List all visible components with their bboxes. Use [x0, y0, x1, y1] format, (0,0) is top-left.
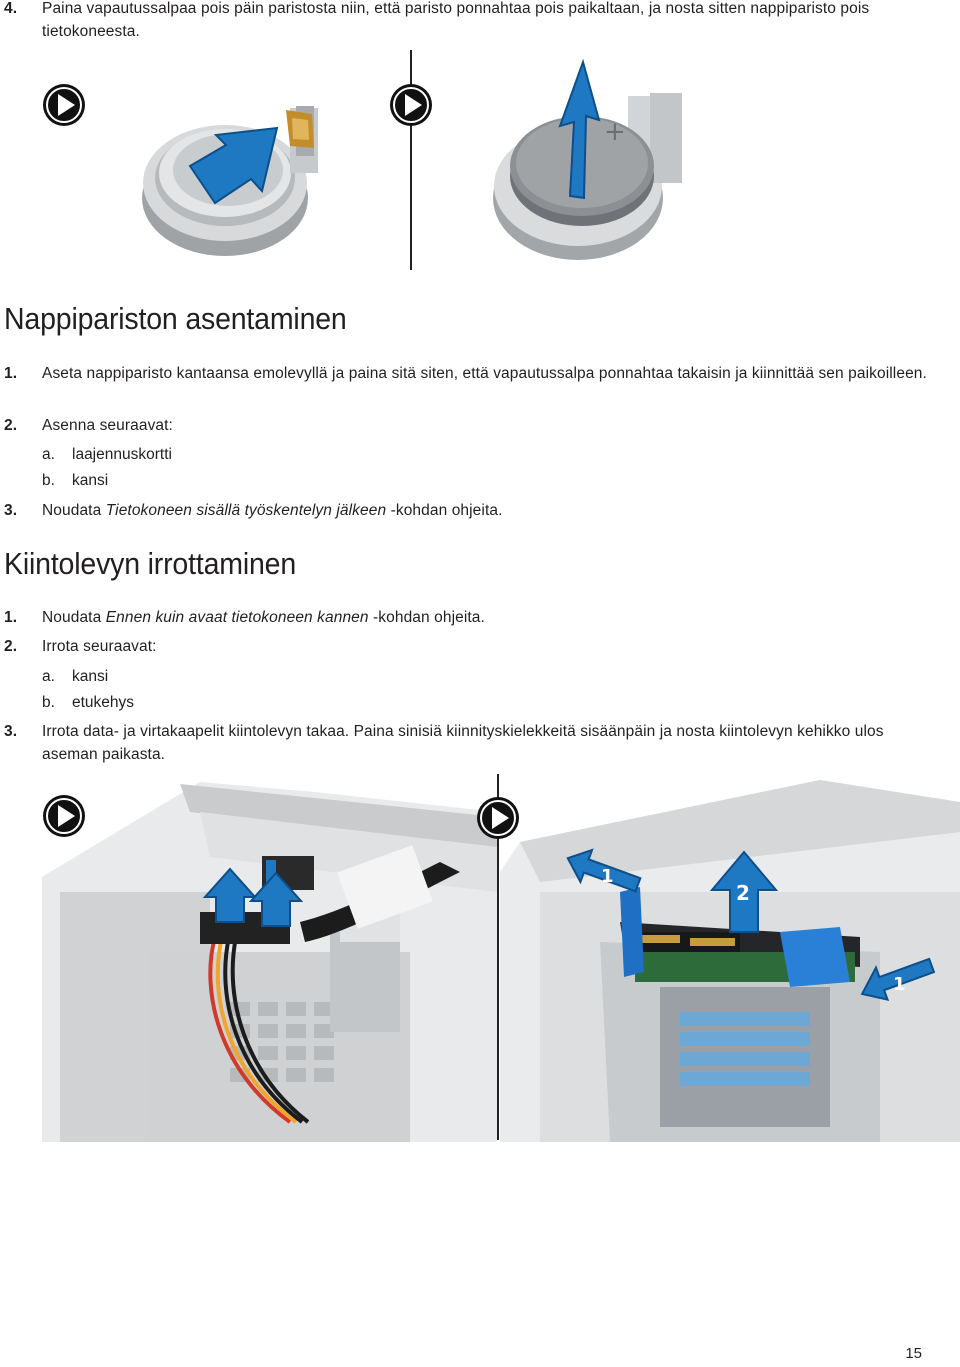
step-text: Asenna seuraavat:	[42, 417, 173, 434]
battery-figure	[0, 48, 960, 273]
subitem-text: laajennuskortti	[72, 446, 172, 463]
step-number: 2.	[4, 638, 18, 655]
subitem-text: kansi	[72, 668, 109, 685]
step-text: Paina vapautussalpaa pois päin paristosta niin, että paristo ponnahtaa pois paikaltaan, ja nosta sitten nappiparisto pois tietokoneesta.	[42, 0, 870, 40]
subitem-text: kansi	[72, 472, 109, 489]
hard-drive-figure	[0, 772, 960, 1144]
play-circle-icon	[477, 797, 519, 839]
step-text: -kohdan ohjeita.	[386, 502, 503, 519]
cross-reference-link[interactable]: Ennen kuin avaat tietokoneen kannen	[105, 609, 369, 626]
subitem-letter: b.	[42, 472, 55, 489]
step-text: Aseta nappiparisto kantaansa emolevyllä ja paina sitä siten, että vapautussalpa ponnahtaa takaisin ja kiinnittää sen paikoilleen.	[42, 365, 927, 382]
section1-subitem-b	[42, 469, 108, 492]
step-4	[4, 0, 934, 43]
section1-step-1	[4, 362, 934, 385]
section1-subitem-a	[42, 443, 172, 466]
page-number: 15	[905, 1345, 922, 1362]
battery-holder-right	[493, 62, 682, 260]
section-heading: Nappipariston asentaminen	[4, 301, 347, 336]
play-circle-icon	[43, 795, 85, 837]
section1-step-3	[4, 499, 934, 522]
play-circle-icon	[43, 84, 85, 126]
section1-step-2	[4, 414, 934, 437]
subitem-text: etukehys	[72, 694, 135, 711]
callout-number: 1	[601, 866, 614, 887]
chassis-right	[500, 780, 960, 1142]
subitem-letter: a.	[42, 668, 55, 685]
section2-subitem-b	[42, 691, 134, 714]
subitem-letter: b.	[42, 694, 55, 711]
step-text: Noudata	[42, 609, 106, 626]
step-text: -kohdan ohjeita.	[368, 609, 485, 626]
callout-number: 1	[893, 974, 906, 995]
step-number: 3.	[4, 723, 18, 740]
section2-step-1	[4, 606, 934, 629]
step-number: 2.	[4, 417, 18, 434]
battery-holder-left	[142, 106, 318, 256]
svg-text:+: +	[604, 117, 626, 147]
step-text: Irrota data- ja virtakaapelit kiintolevyn takaa. Paina sinisiä kiinnityskielekkeitä sisäänpäin ja nosta kiintolevyn kehikko ulos aseman paikasta.	[42, 723, 884, 763]
subitem-letter: a.	[42, 446, 55, 463]
step-number: 1.	[4, 609, 18, 626]
step-number: 3.	[4, 502, 18, 519]
callout-number: 2	[736, 881, 750, 905]
step-text: Noudata	[42, 502, 106, 519]
section2-step-2	[4, 635, 934, 658]
section-heading: Kiintolevyn irrottaminen	[4, 546, 297, 581]
step-number: 4.	[4, 0, 18, 17]
chassis-left	[42, 782, 497, 1142]
step-text: Irrota seuraavat:	[42, 638, 157, 655]
step-number: 1.	[4, 365, 18, 382]
cross-reference-link[interactable]: Tietokoneen sisällä työskentelyn jälkeen	[105, 502, 387, 519]
play-circle-icon	[390, 84, 432, 126]
section2-subitem-a	[42, 665, 108, 688]
section2-step-3	[4, 720, 934, 766]
